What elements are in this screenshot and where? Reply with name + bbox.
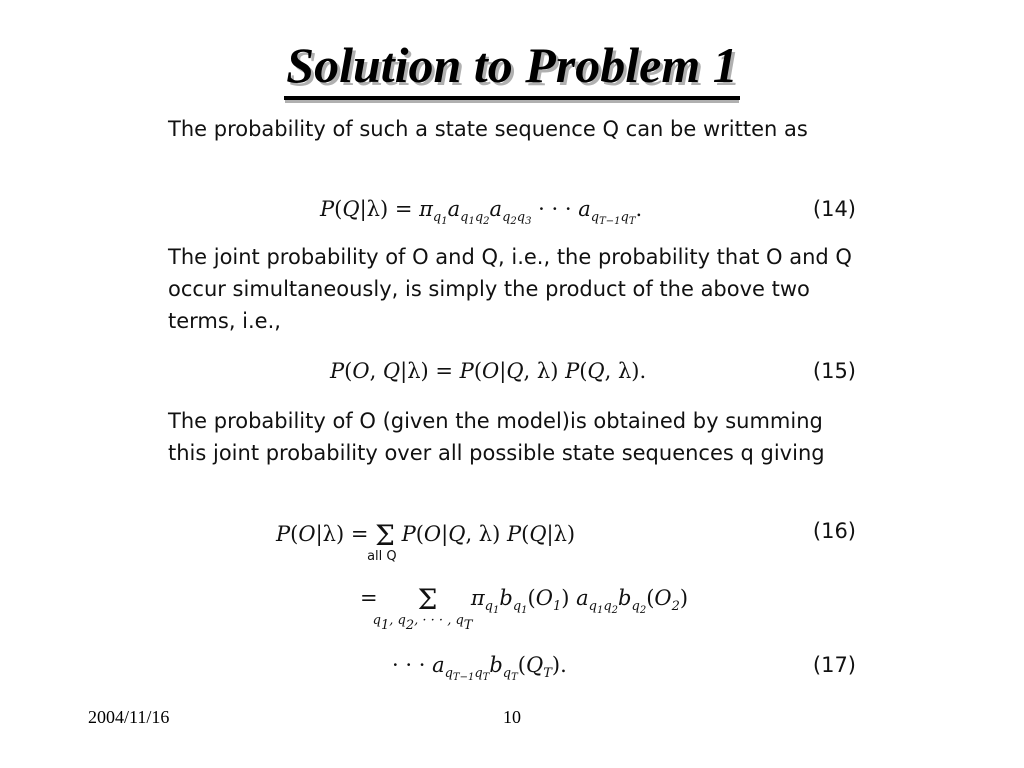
paragraph-1: The probability of such a state sequence Q can be written as — [168, 117, 808, 141]
equation-16-continued — [168, 583, 858, 633]
equation-17-expression: · · · $a_{q_{T-1}q_T}b_{q_T}(Q_T)$. — [392, 653, 567, 683]
slide-title-text: Solution to Problem 1 — [284, 34, 739, 100]
summation-limit-all-q: all Q — [367, 549, 397, 564]
slide-title — [0, 30, 1024, 100]
equation-15 — [168, 359, 858, 399]
equation-15-number: (15) — [812, 359, 856, 383]
equation-17-number: (17) — [812, 653, 856, 677]
equation-16-number: (16) — [812, 519, 856, 543]
equation-14-number: (14) — [812, 197, 856, 221]
footer-date: 2004/11/16 — [88, 707, 170, 727]
equation-14 — [168, 197, 858, 237]
equation-16-expression: P(O|λ) = Σ all Q P(O|Q, λ) P(Q|λ) — [276, 519, 576, 564]
equation-15-expression: P(O, Q|λ) = P(O|Q, λ) P(Q, λ). — [330, 359, 647, 383]
paragraph-2: The joint probability of O and Q, i.e., the probability that O and Q occur simultaneously, is simply the product of the above two terms, i.e., — [168, 245, 852, 333]
page-number: 10 — [503, 707, 521, 727]
equation-14-expression: $P(Q|\lambda) = \pi_{q_1}a_{q_1q_2}a_{q_2q_3}$ · · · $a_{q_{T-1}q_T}$. — [320, 197, 643, 227]
paragraph-3: The probability of O (given the model)is obtained by summing this joint probability over all possible state sequences q giving — [168, 409, 825, 465]
summation-symbol: Σ all Q — [367, 519, 397, 564]
equation-16 — [168, 519, 858, 564]
equation-16-continued-expression: = Σ $q_1$, $q_2$, · · · , $q_T$ $\pi_{q_1}b_{q_1}(O_1)$ $a_{q_1q_2}b_{q_2}(O_2)$ — [360, 583, 689, 633]
equation-17 — [168, 653, 858, 693]
summation-symbol-2: Σ $q_1$, $q_2$, · · · , $q_T$ — [372, 583, 473, 633]
